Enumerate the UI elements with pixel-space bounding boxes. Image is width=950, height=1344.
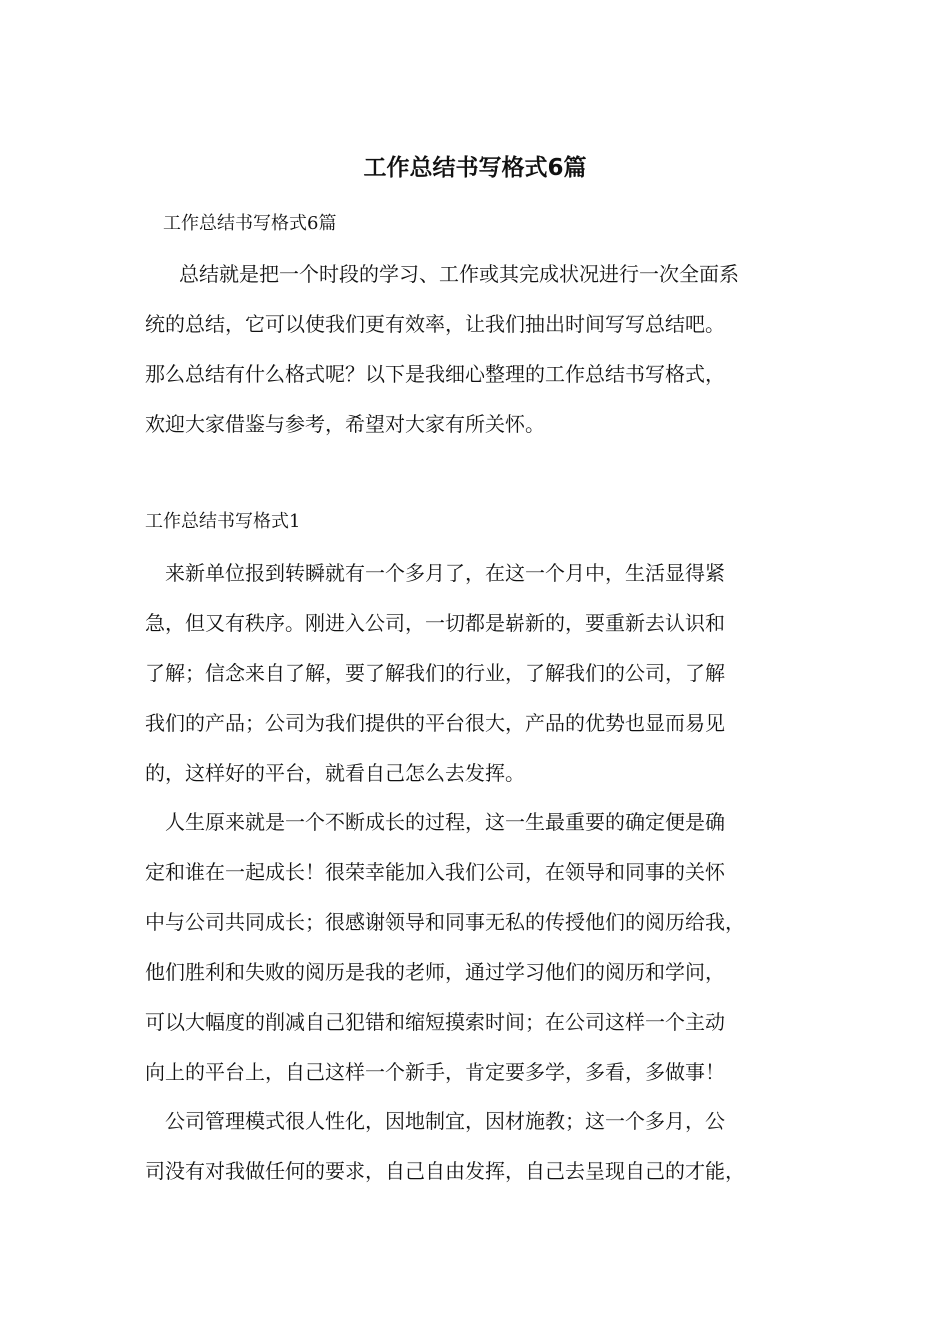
body-paragraph-3: [145, 1096, 825, 1196]
body-paragraph-1: [145, 548, 825, 798]
paragraph-line: 了解；信念来自了解，要了解我们的行业，了解我们的公司，了解: [145, 661, 725, 685]
paragraph-line: 人生原来就是一个不断成长的过程，这一生最重要的确定便是确: [165, 810, 725, 834]
section-heading: 工作总结书写格式1: [145, 511, 301, 532]
paragraph-line: 中与公司共同成长；很感谢领导和同事无私的传授他们的阅历给我，: [145, 910, 745, 934]
intro-line: 统的总结，它可以使我们更有效率，让我们抽出时间写写总结吧。: [145, 312, 725, 336]
paragraph-line: 他们胜利和失败的阅历是我的老师，通过学习他们的阅历和学问，: [145, 960, 725, 984]
intro-line: 欢迎大家借鉴与参考，希望对大家有所关怀。: [145, 412, 545, 436]
intro-paragraph: [145, 249, 825, 449]
paragraph-line: 来新单位报到转瞬就有一个多月了，在这一个月中，生活显得紧: [165, 561, 725, 585]
intro-line: 总结就是把一个时段的学习、工作或其完成状况进行一次全面系: [179, 262, 739, 286]
paragraph-line: 的，这样好的平台，就看自己怎么去发挥。: [145, 761, 525, 785]
intro-line: 那么总结有什么格式呢？以下是我细心整理的工作总结书写格式，: [145, 362, 725, 386]
paragraph-line: 司没有对我做任何的要求，自己自由发挥，自己去呈现自己的才能，: [145, 1159, 745, 1183]
paragraph-line: 急，但又有秩序。刚进入公司，一切都是崭新的，要重新去认识和: [145, 611, 725, 635]
paragraph-line: 向上的平台上，自己这样一个新手，肯定要多学，多看，多做事！: [145, 1060, 725, 1084]
paragraph-line: 公司管理模式很人性化，因地制宜，因材施教；这一个多月，公: [165, 1109, 725, 1133]
paragraph-line: 我们的产品；公司为我们提供的平台很大，产品的优势也显而易见: [145, 711, 725, 735]
document-subtitle: 工作总结书写格式6篇: [163, 213, 337, 234]
paragraph-line: 可以大幅度的削减自己犯错和缩短摸索时间；在公司这样一个主动: [145, 1010, 725, 1034]
body-paragraph-2: [145, 797, 825, 1097]
document-title: 工作总结书写格式6篇: [363, 155, 587, 181]
paragraph-line: 定和谁在一起成长！很荣幸能加入我们公司，在领导和同事的关怀: [145, 860, 725, 884]
